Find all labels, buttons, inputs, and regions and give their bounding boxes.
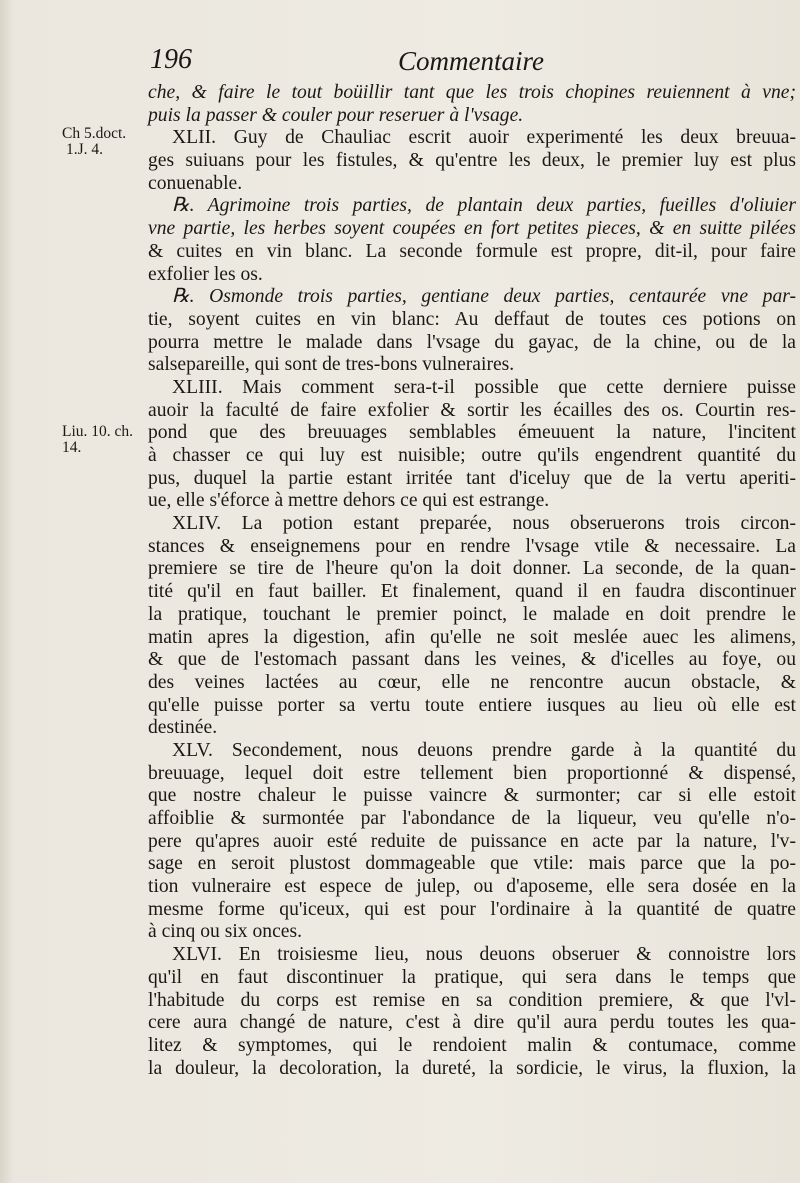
text-line: stances & enseignemens pour en rendre l'vsage vtile & necessaire. La [148,535,796,557]
margin-note-line: 14. [62,439,82,456]
page-header [0,44,800,82]
margin-note-line: Liu. 10. ch. [62,423,134,440]
text-line: breuuage, lequel doit estre tellement bien proportionné & dispensé, [148,762,796,784]
text-line: pond que des breuuages semblables émeuuent la nature, l'incitent [148,422,796,444]
text-line: & cuites en vin blanc. La seconde formule est propre, dit-il, pour faire [148,240,796,262]
text-line: la pratique, touchant le premier poinct, le malade en doit prendre le [148,603,796,625]
margin-note-chauliac [62,126,126,158]
text-line: premiere se tire de l'heure qu'on la doit donner. La seconde, de la quan- [148,558,796,580]
text-line: l'habitude du corps est remise en sa condition premiere, & que l'vl- [148,989,796,1011]
text-line: salsepareille, qui sont de tres-bons vulneraires. [148,354,515,376]
text-line: pere qu'apres auoir esté reduite de puissance en acte par la nature, l'v- [148,830,796,852]
text-line: mesme forme qu'iceux, qui est pour l'ordinaire à la quantité de quatre [148,898,796,920]
margin-note-line: 1.J. 4. [66,141,104,158]
text-line: tité qu'il en faut bailler. Et finalement, quand il en faudra discontinuer [148,581,796,603]
text-line: litez & symptomes, qui le rendoient malin & contumace, comme [148,1034,796,1056]
recipe-line: ℞. Osmonde trois parties, gentiane deux parties, centaurée vne par- [172,286,796,308]
section-heading-xliii: XLIII. Mais comment sera-t-il possible que cette derniere puisse [172,376,796,398]
section-heading-xlii: XLII. Guy de Chauliac escrit auoir experimenté les deux breuua- [172,127,796,149]
margin-note-courtin [62,424,133,456]
section-heading-xliv: XLIV. La potion estant preparée, nous obseruerons trois circon- [172,513,796,535]
text-line: conuenable. [148,172,243,194]
text-line: ges suiuans pour les fistules, & qu'entre les deux, le premier luy est plus [148,150,796,172]
text-line: ue, elle s'éforce à mettre dehors ce qui est estrange. [148,490,550,512]
text-line: tie, soyent cuites en vin blanc: Au deffaut de toutes ces potions on [148,308,796,330]
text-line: pus, duquel la partie estant irritée tant d'iceluy que de la vertu aperiti- [148,467,796,489]
text-line: qu'elle puisse porter sa vertu toute entiere iusques au lieu où elle est [148,694,796,716]
text-line: des veines lactées au cœur, elle ne rencontre aucun obstacle, & [148,671,796,693]
text-line: sage en seroit plustost dommageable que vtile: mais parce que la po- [148,853,796,875]
text-line: qu'il en faut discontinuer la pratique, qui sera dans le temps que [148,966,796,988]
running-title: Commentaire [398,46,544,76]
text-line: matin apres la digestion, afin qu'elle ne soit meslée auec les alimens, [148,626,796,648]
recipe-line: ℞. Agrimoine trois parties, de plantain deux parties, fueilles d'oliuier [172,195,796,217]
main-text [148,82,796,1080]
recipe-line: vne partie, les herbes soyent coupées en fort petites pieces, & en suitte pilées [148,218,796,240]
text-line: exfolier les os. [148,263,263,285]
text-line: & que de l'estomach passant dans les veines, & d'icelles au foye, ou [148,649,796,671]
section-heading-xlvi: XLVI. En troisiesme lieu, nous deuons obseruer & connoistre lors [172,944,796,966]
page-number: 196 [150,44,192,75]
text-line: puis la passer & couler pour reseruer à l'vsage. [148,104,524,126]
text-line: que nostre chaleur le puisse vaincre & surmonter; car si elle estoit [148,785,796,807]
text-line: affoiblie & surmontée par l'abondance de la liqueur, veu qu'elle n'o- [148,808,796,829]
text-line: cere aura changé de nature, c'est à dire qu'il aura perdu toutes les qua- [148,1012,796,1034]
text-line: la douleur, la decoloration, la dureté, la sordicie, le virus, la fluxion, la [148,1057,796,1079]
margin-note-line: Ch 5.doct. [62,125,127,142]
text-line: destinée. [148,717,218,739]
text-line: tion vulneraire est espece de julep, ou d'aposeme, elle sera dosée en la [148,876,796,898]
text-line: pourra mettre le malade dans l'vsage du gayac, de la chine, ou de la [148,331,796,353]
text-line: à chasser ce qui luy est nuisible; outre qu'ils engendrent quantité du [148,445,796,466]
section-heading-xlv: XLV. Secondement, nous deuons prendre garde à la quantité du [172,739,796,761]
text-line: à cinq ou six onces. [148,921,302,943]
text-line: auoir la faculté de faire exfolier & sortir les écailles des os. Courtin res- [148,399,796,421]
text-line: che, & faire le tout boüillir tant que les trois chopines reuiennent à vne; [148,82,796,103]
